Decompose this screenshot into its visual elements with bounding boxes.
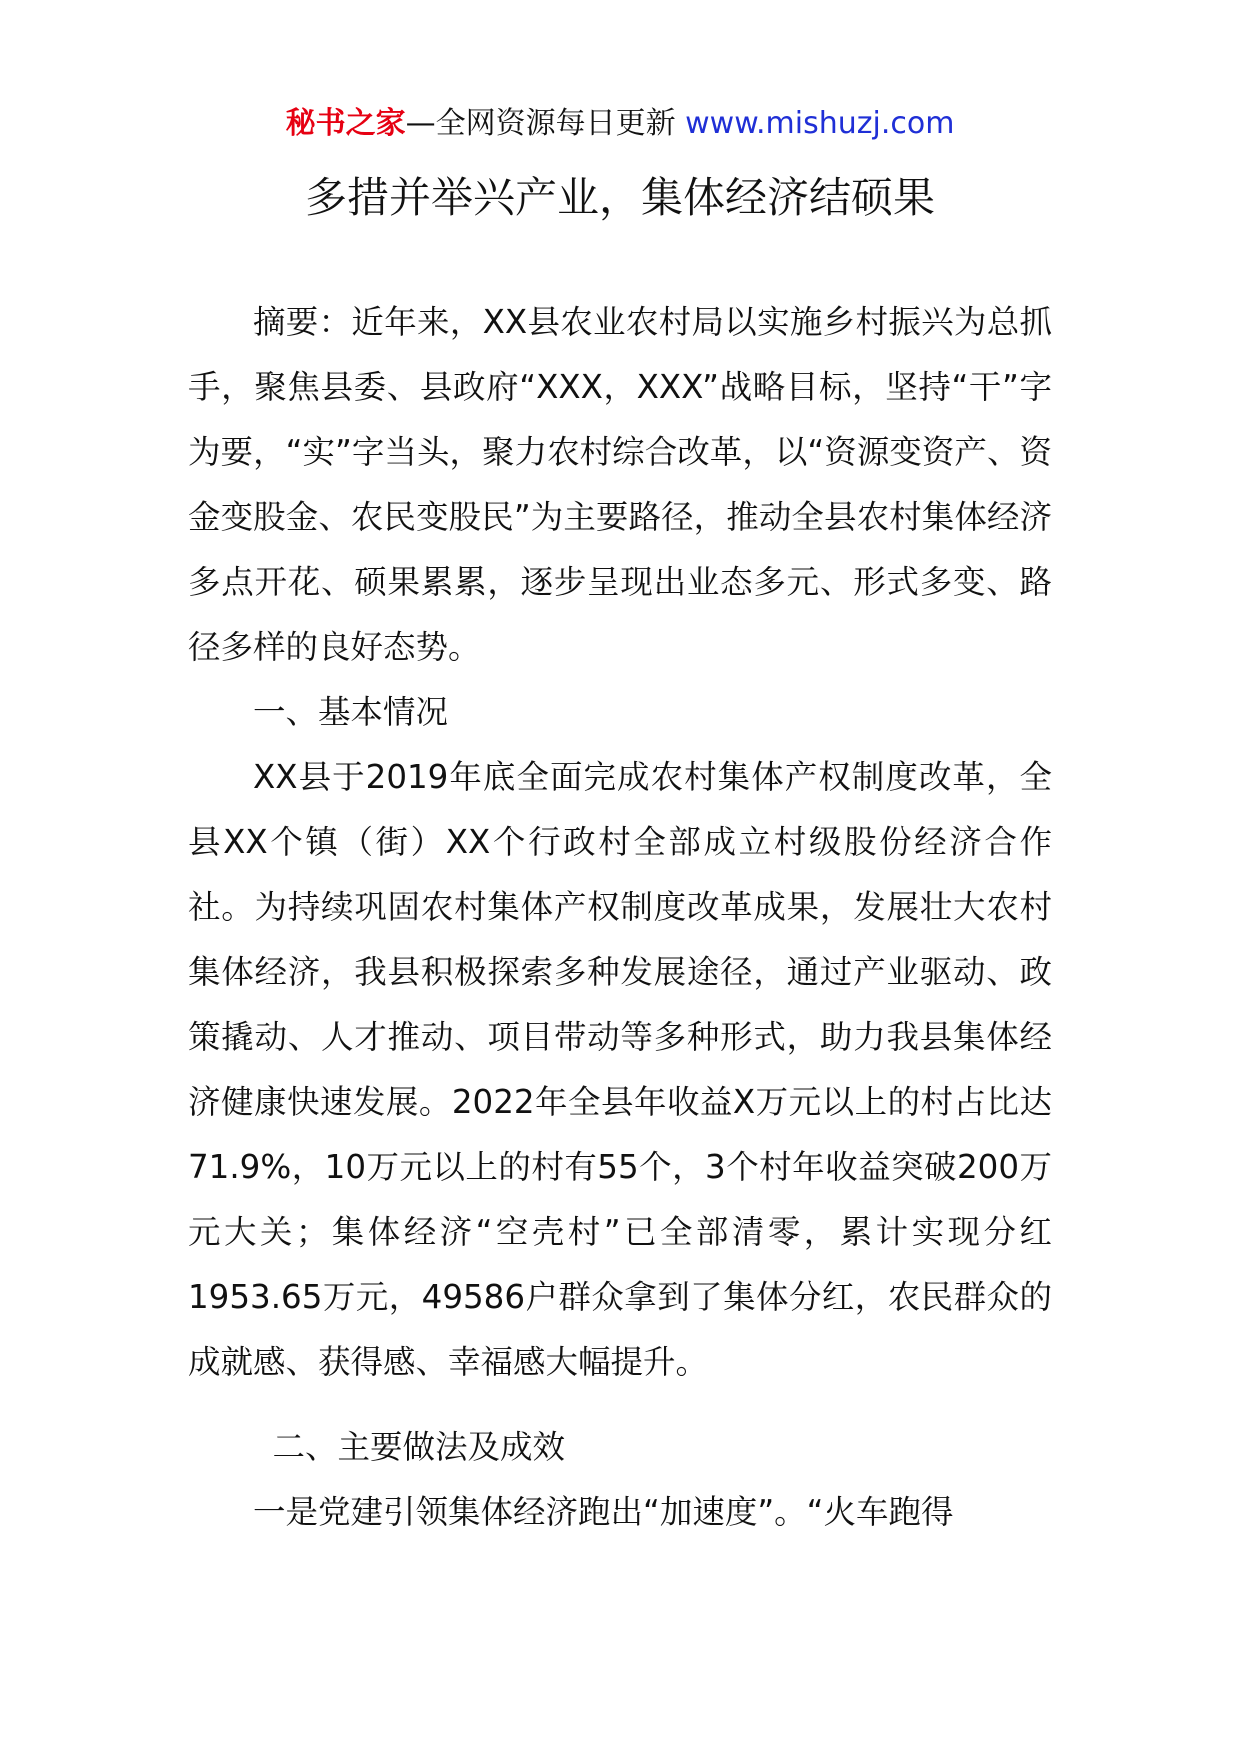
document-body [188,290,1052,1545]
section-heading-basic-situation: 一、基本情况 [253,693,449,731]
section-heading-main-practices: 二、主要做法及成效 [272,1428,566,1466]
site-url: www.mishuzj.com [685,106,955,141]
site-header [0,102,1240,146]
document-title: 多措并举兴产业，集体经济结硕果 [304,173,935,222]
abstract-paragraph: 摘要：近年来，XX县农业农村局以实施乡村振兴为总抓手，聚焦县委、县政府“XXX，XXX”战略目标，坚持“干”字为要，“实”字当头，聚力农村综合改革，以“资源变资产、资金变股金、农民变股民”为主要路径，推动全县农村集体经济多点开花、硕果累累，逐步呈现出业态多元、形式多变、路径多样的良好态势。 [188,303,1052,666]
brand-name: 秘书之家 [285,106,406,141]
basic-situation-paragraph: XX县于2019年底全面完成农村集体产权制度改革，全县XX个镇（街）XX个行政村全部成立村级股份经济合作社。为持续巩固农村集体产权制度改革成果，发展壮大农村集体经济，我县积极探索多种发展途径，通过产业驱动、政策撬动、人才推动、项目带动等多种形式，助力我县集体经济健康快速发展。2022年全县年收益X万元以上的村占比达71.9%，10万元以上的村有55个，3个村年收益突破200万元大关；集体经济“空壳村”已全部清零，累计实现分红 1953.65万元，49586户群众拿到了集体分红，农民群众的成就感、获得感、幸福感大幅提升。 [188,758,1052,1381]
header-tagline: —全网资源每日更新 [405,106,676,141]
practice-one-paragraph: 一是党建引领集体经济跑出“加速度”。“火车跑得 [253,1493,954,1531]
